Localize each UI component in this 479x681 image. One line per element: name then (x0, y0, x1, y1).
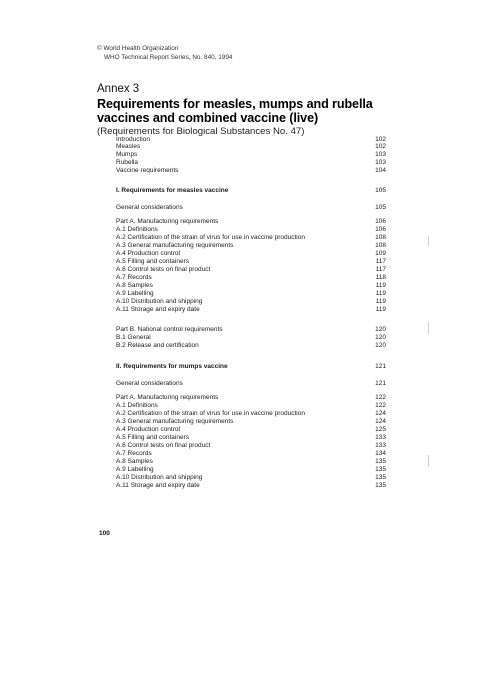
toc-entry-label: A.11 Storage and expiry date (116, 306, 200, 313)
toc-entry-page: 105 (375, 187, 386, 194)
toc-entry-label: A.9 Labelling (116, 290, 154, 297)
toc-entry-label: II. Requirements for mumps vaccine (116, 363, 228, 370)
toc-entry-page: 134 (375, 450, 386, 457)
toc-entry (116, 450, 388, 458)
toc-entry-page: 119 (375, 306, 386, 313)
toc-entry (116, 234, 388, 242)
toc-entry (116, 380, 388, 388)
subtitle: (Requirements for Biological Substances No. 47) (97, 126, 305, 137)
margin-mark (428, 322, 429, 334)
toc-entry-label: A.4 Production control (116, 426, 180, 433)
toc-entry (116, 466, 388, 474)
toc-entry-page: 135 (375, 466, 386, 473)
toc-entry (116, 266, 388, 274)
copyright-line: © World Health Organization (97, 45, 179, 52)
toc-entry-page: 121 (375, 380, 386, 387)
toc-entry-label: A.7 Records (116, 450, 152, 457)
toc-entry-page: 119 (375, 282, 386, 289)
toc-entry-label: Mumps (116, 151, 138, 158)
toc-entry (116, 226, 388, 234)
toc-entry-label: I. Requirements for measles vaccine (116, 187, 229, 194)
toc-entry-label: A.3 General manufacturing requirements (116, 242, 234, 249)
toc-entry-label: Vaccine requirements (116, 167, 179, 174)
toc-entry-page: 120 (375, 342, 386, 349)
toc-entry (116, 282, 388, 290)
toc-entry-label: B.1 General (116, 334, 151, 341)
toc-entry-page: 122 (375, 402, 386, 409)
toc-entry-page: 117 (375, 266, 386, 273)
toc-entry (116, 204, 388, 212)
toc-entry-label: A.7 Records (116, 274, 152, 281)
series-line: WHO Technical Report Series, No. 840, 1994 (104, 54, 233, 61)
toc-entry (116, 458, 388, 466)
toc-entry-label: A.1 Definitions (116, 226, 158, 233)
toc-entry (116, 298, 388, 306)
toc-entry-label: A.5 Filling and containers (116, 258, 189, 265)
toc-entry (116, 426, 388, 434)
toc-entry (116, 242, 388, 250)
toc-entry (116, 482, 388, 490)
toc-entry-page: 122 (375, 394, 386, 401)
toc-entry (116, 442, 388, 450)
toc-entry-page: 135 (375, 482, 386, 489)
toc-entry-label: General considerations (116, 204, 183, 211)
toc-entry-page: 103 (375, 159, 386, 166)
toc-entry (116, 218, 388, 226)
toc-entry-page: 121 (375, 363, 386, 370)
page-number: 100 (99, 530, 110, 537)
toc-entry-label: A.6 Control tests on final product (116, 266, 211, 273)
toc-entry-label: A.9 Labelling (116, 466, 154, 473)
toc-entry (116, 167, 388, 175)
toc-entry-page: 102 (375, 143, 386, 150)
toc-entry-page: 102 (375, 136, 386, 143)
title-line-2: vaccines and combined vaccine (live) (97, 111, 319, 125)
toc-entry-page: 108 (375, 242, 386, 249)
toc-entry-label: General considerations (116, 380, 183, 387)
margin-mark (428, 455, 429, 467)
toc-entry-page: 119 (375, 290, 386, 297)
toc-entry-label: A.1 Definitions (116, 402, 158, 409)
toc-entry (116, 342, 388, 350)
toc-entry (116, 394, 388, 402)
toc-entry-page: 124 (375, 410, 386, 417)
toc-entry (116, 250, 388, 258)
toc-entry-page: 120 (375, 326, 386, 333)
toc-entry (116, 326, 388, 334)
toc-entry-label: A.11 Storage and expiry date (116, 482, 200, 489)
toc-entry-page: 133 (375, 434, 386, 441)
toc-entry-page: 104 (375, 167, 386, 174)
toc-entry-label: A.4 Production control (116, 250, 180, 257)
toc-entry-label: Part A. Manufacturing requirements (116, 394, 219, 401)
toc-entry (116, 274, 388, 282)
toc-entry-label: A.10 Distribution and shipping (116, 474, 203, 481)
toc-entry (116, 402, 388, 410)
toc-entry (116, 434, 388, 442)
toc-entry (116, 474, 388, 482)
toc-entry-label: Part A. Manufacturing requirements (116, 218, 219, 225)
toc-entry-label: A.6 Control tests on final product (116, 442, 211, 449)
toc-entry-page: 108 (375, 234, 386, 241)
toc-entry-label: B.2 Release and certification (116, 342, 199, 349)
toc-entry-page: 133 (375, 442, 386, 449)
toc-entry-label: A.8 Samples (116, 458, 153, 465)
toc-entry (116, 159, 388, 167)
toc-entry-page: 135 (375, 458, 386, 465)
toc-entry-page: 118 (375, 274, 386, 281)
toc-entry-label: Measles (116, 143, 141, 150)
toc-entry-label: A.5 Filling and containers (116, 434, 189, 441)
toc-entry (116, 363, 388, 371)
toc-entry (116, 290, 388, 298)
toc-entry-label: A.10 Distribution and shipping (116, 298, 203, 305)
toc-entry-page: 119 (375, 298, 386, 305)
toc-entry (116, 306, 388, 314)
toc-entry (116, 418, 388, 426)
toc-entry-label: Introduction (116, 136, 150, 143)
toc-entry (116, 334, 388, 342)
toc-entry (116, 143, 388, 151)
toc-entry-page: 124 (375, 418, 386, 425)
toc-entry-page: 120 (375, 334, 386, 341)
toc-entry-label: Part B. National control requirements (116, 326, 223, 333)
title-line-1: Requirements for measles, mumps and rubella (97, 97, 373, 111)
toc-entry (116, 410, 388, 418)
toc-entry-label: A.2 Certification of the strain of virus for use in vaccine production (116, 410, 305, 417)
toc-entry-label: Rubella (116, 159, 139, 166)
toc-entry (116, 258, 388, 266)
toc-entry-page: 106 (375, 226, 386, 233)
toc-entry-page: 103 (375, 151, 386, 158)
toc-entry-page: 125 (375, 426, 386, 433)
toc-entry-page: 117 (375, 258, 386, 265)
toc-entry-label: A.2 Certification of the strain of virus for use in vaccine production (116, 234, 305, 241)
toc-entry-page: 105 (375, 204, 386, 211)
toc-entry (116, 151, 388, 159)
toc-entry (116, 187, 388, 195)
toc-entry-label: A.8 Samples (116, 282, 153, 289)
toc-entry-page: 135 (375, 474, 386, 481)
margin-mark (428, 236, 429, 246)
toc-entry-label: A.3 General manufacturing requirements (116, 418, 234, 425)
toc-entry-page: 109 (375, 250, 386, 257)
annex-label: Annex 3 (97, 83, 140, 95)
toc-entry-page: 106 (375, 218, 386, 225)
